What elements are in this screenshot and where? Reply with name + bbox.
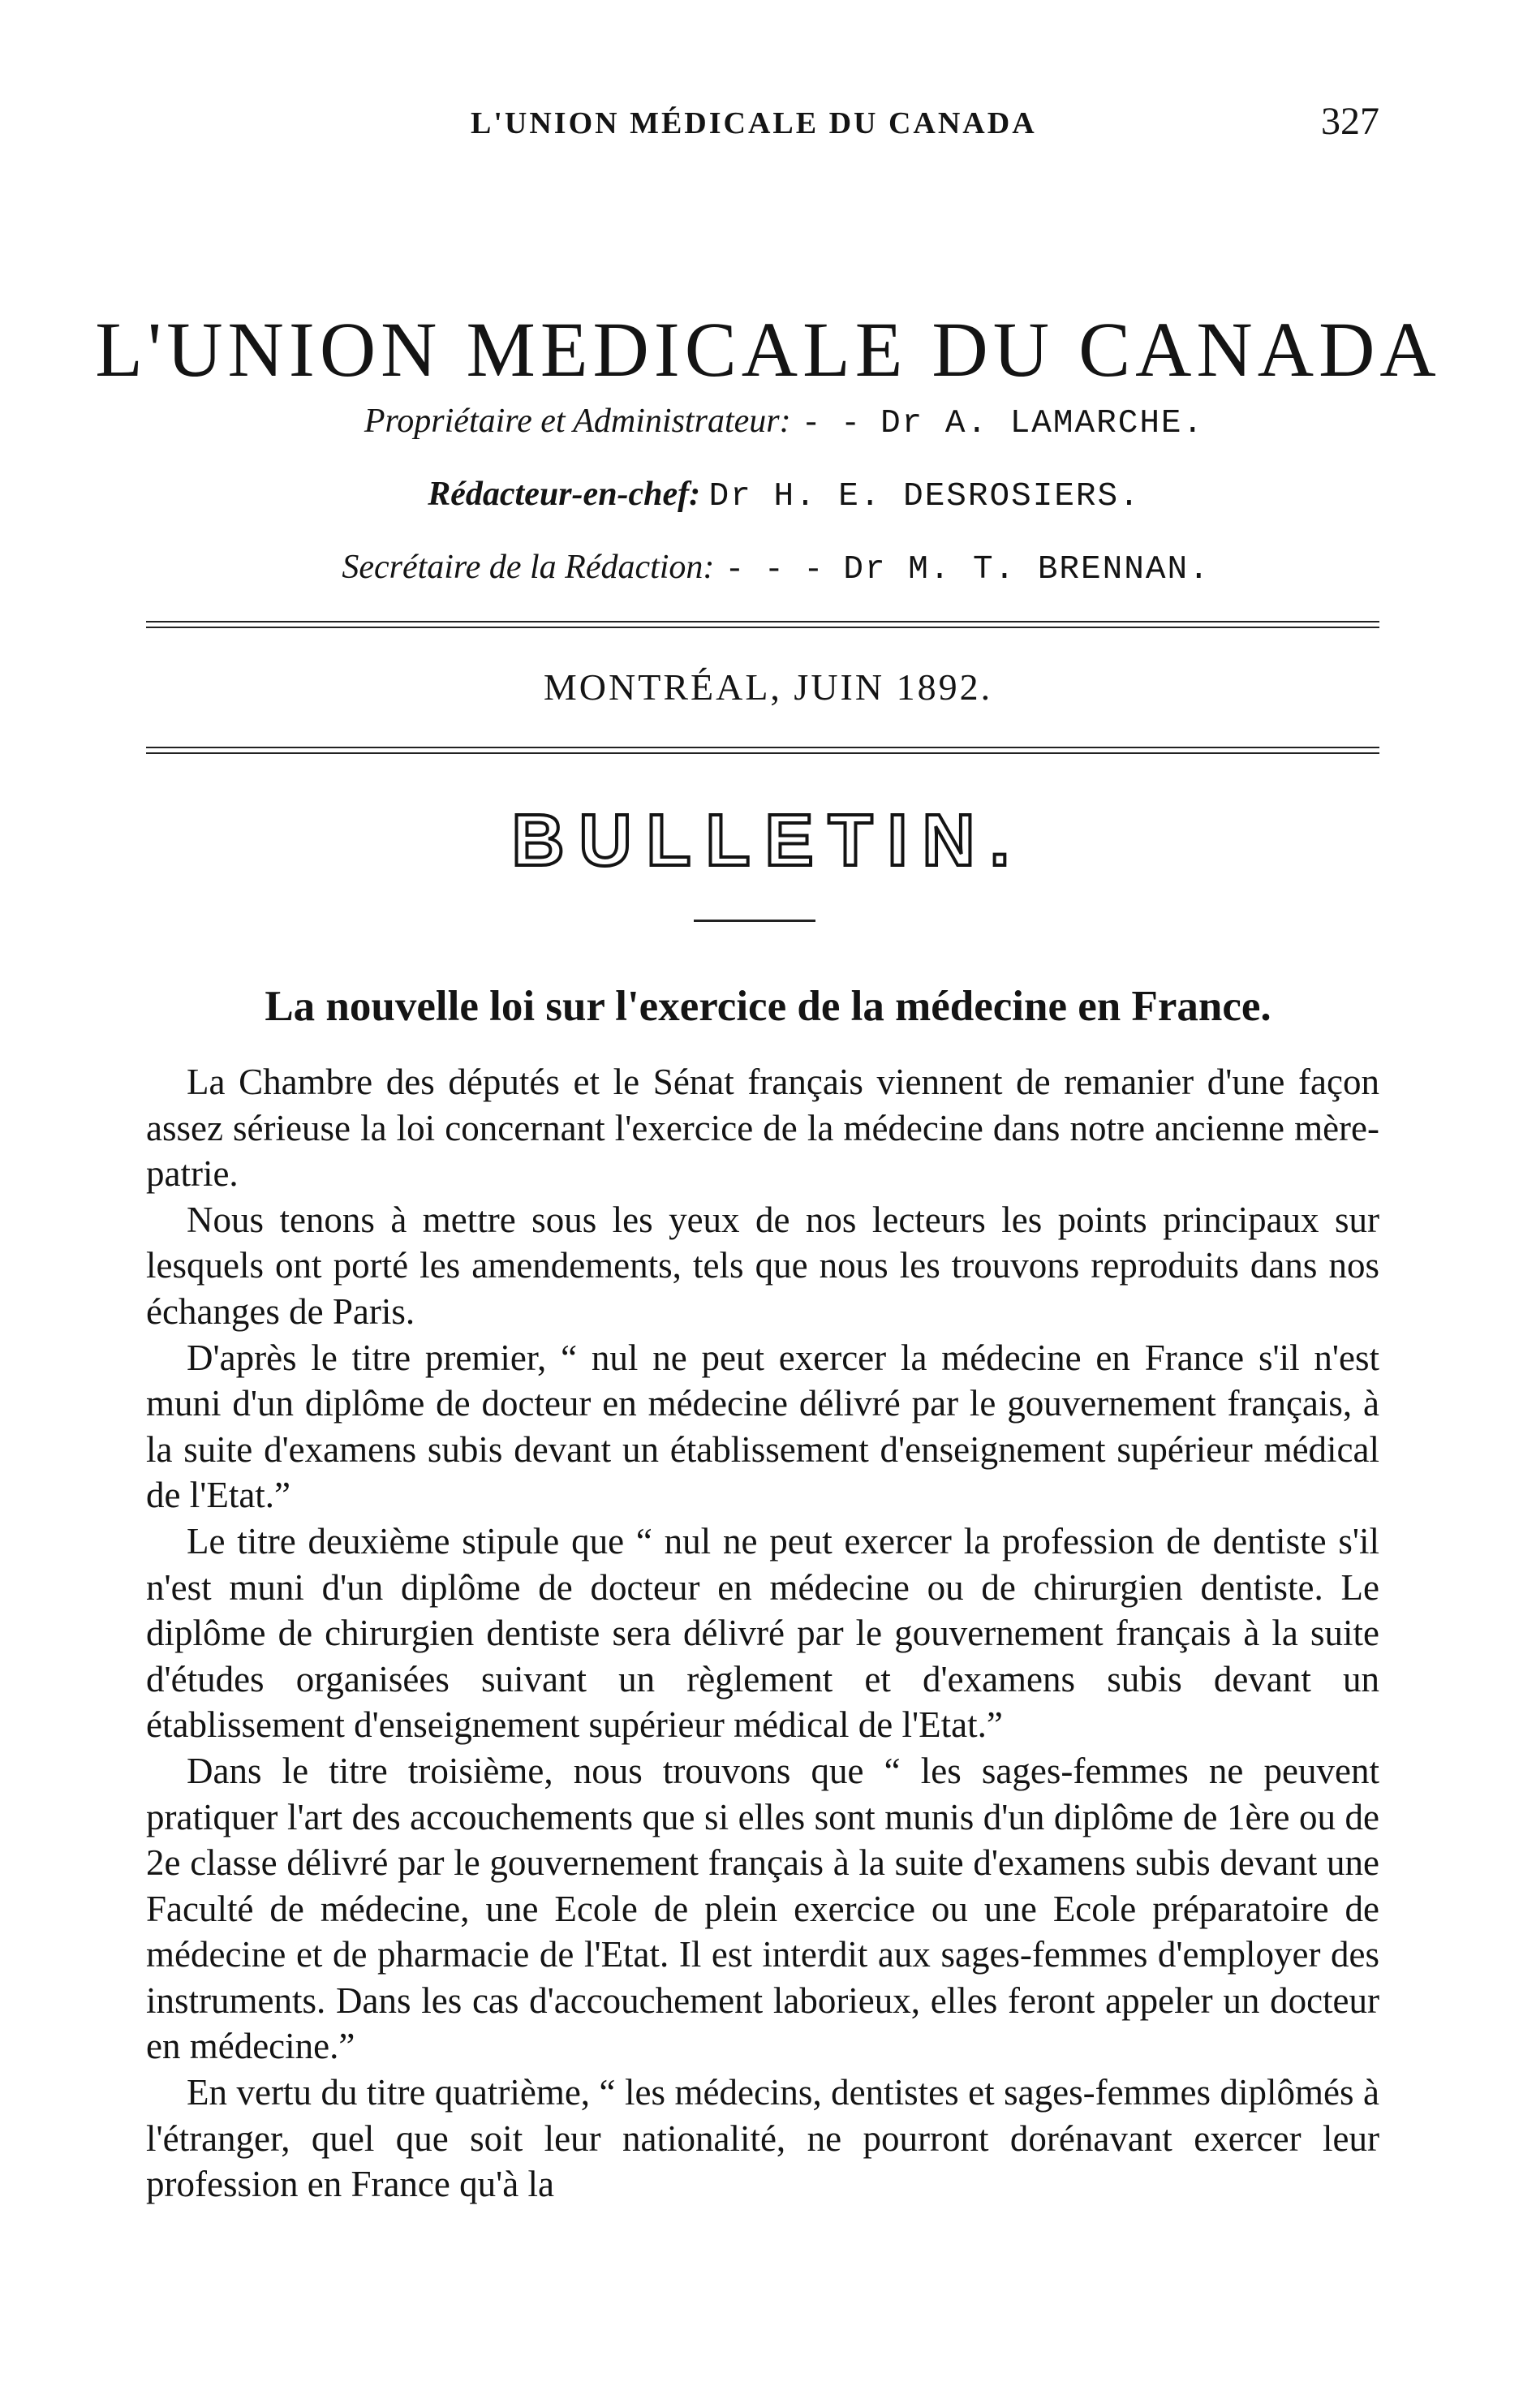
staff-role: Propriétaire et Administrateur: [364,403,791,440]
article-title: La nouvelle loi sur l'exercice de la médecine en France. [265,983,1271,1030]
staff-line-editor [0,475,1536,515]
running-head [146,100,1379,154]
paragraph: Dans le titre troisième, nous trouvons que “ les sages-femmes ne peuvent pratiquer l'art des accouchements que si elles sont munis d'un diplôme de 1ère ou de 2e classe délivré par le gouvernement français à la suite d'examens subis devant une Faculté de médecine, une Ecole de plein exercice ou une Ecole préparatoire de médecine et de pharmacie de l'Etat. Il est interdit aux sages-femmes d'employer des instruments. Dans les cas d'accouchement laborieux, elles feront appeler un docteur en médecine.” [146,1750,1379,2067]
staff-line-proprietor [0,402,1536,442]
dateline: MONTRÉAL, JUIN 1892. [543,666,993,708]
double-rule-divider [146,747,1379,754]
page-number: 327 [1321,100,1379,143]
staff-dashes: - - - [729,549,829,586]
short-rule-divider [694,920,815,922]
running-head-title: L'UNION MÉDICALE DU CANADA [471,106,1037,140]
staff-role: Secrétaire de la Rédaction: [342,549,715,586]
staff-name: Dr H. E. DESROSIERS. [708,478,1141,515]
staff-role: Rédacteur-en-chef: [428,476,701,513]
paragraph: La Chambre des députés et le Sénat français viennent de remanier d'une façon assez sérieuse la loi concernant l'exercice de la médecine dans notre ancienne mère-patrie. [146,1062,1379,1195]
article-body [146,1059,1379,2208]
paragraph: D'après le titre premier, “ nul ne peut exercer la médecine en France s'il n'est muni d'un diplôme de docteur en médecine délivré par le gouvernement français, à la suite d'examens subis devant un établissement d'enseignement supérieur médical de l'Etat.” [146,1337,1379,1516]
masthead-title: L'UNION MEDICALE DU CANADA [95,306,1441,393]
staff-name: Dr M. T. BRENNAN. [843,551,1211,588]
paragraph: Nous tenons à mettre sous les yeux de nos lecteurs les points principaux sur lesquels ont porté les amendements, tels que nous les trouvons reproduits dans nos échanges de Paris. [146,1199,1379,1332]
paragraph: Le titre deuxième stipule que “ nul ne peut exercer la profession de dentiste s'il n'est muni d'un diplôme de docteur en médecine ou de chirurgien dentiste. Le diplôme de chirurgien dentiste sera délivré par le gouvernement français à la suite d'études organisées suivant un règlement et d'examens subis devant un établissement d'enseignement supérieur médical de l'Etat.” [146,1520,1379,1746]
staff-line-secretary [0,548,1536,588]
paragraph: En vertu du titre quatrième, “ les médecins, dentistes et sages-femmes diplômés à l'étranger, quel que soit leur nationalité, ne pourront dorénavant exercer leur profession en France qu'à la [146,2072,1379,2205]
staff-name: Dr A. LAMARCHE. [880,405,1205,442]
double-rule-divider [146,621,1379,628]
section-title: BULLETIN. [511,800,1025,881]
staff-dashes: - - [805,403,867,440]
